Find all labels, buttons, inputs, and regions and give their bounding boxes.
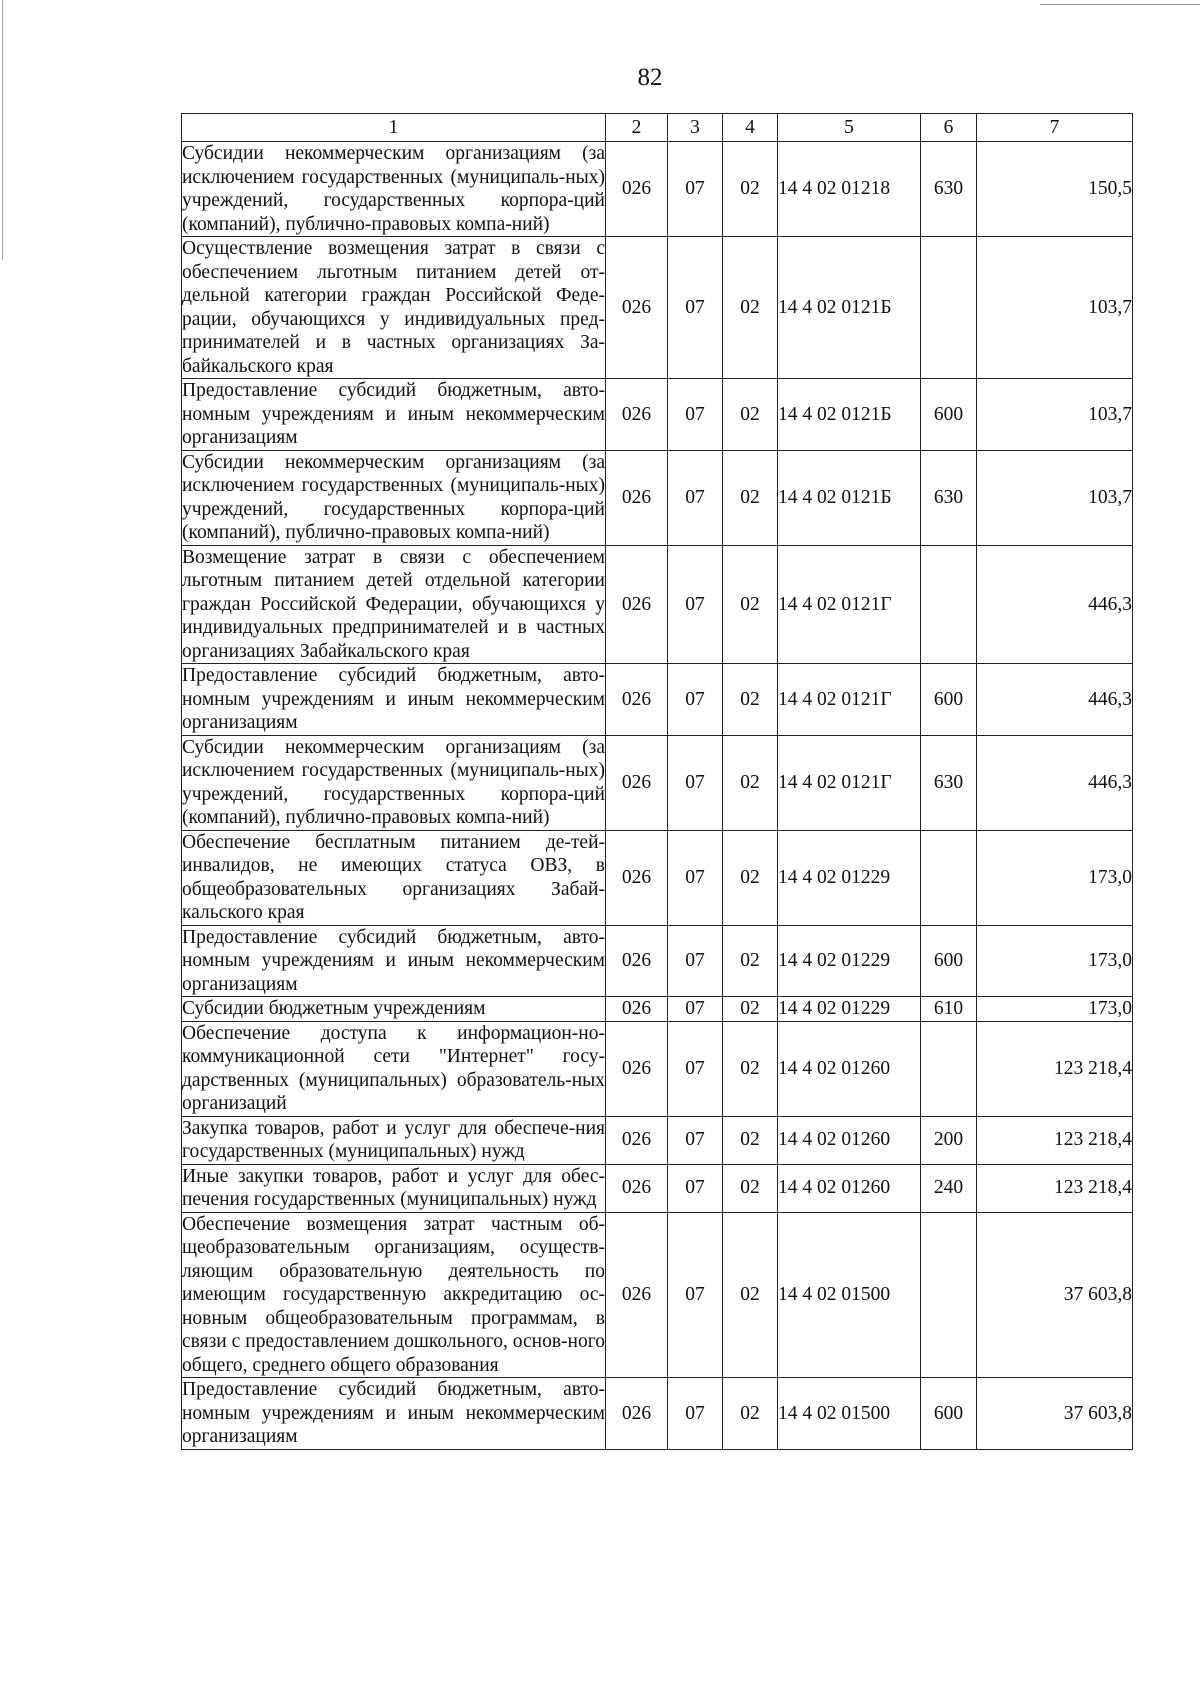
cell-target-article: 14 4 02 0121Б xyxy=(778,450,921,545)
cell-expense-type: 600 xyxy=(921,664,977,736)
cell-target-article: 14 4 02 01218 xyxy=(778,142,921,237)
row-description: Закупка товаров, работ и услуг для обеспече-ния государственных (муниципальных) нужд xyxy=(182,1117,605,1162)
cell-amount: 103,7 xyxy=(977,450,1133,545)
cell-section: 07 xyxy=(668,735,723,830)
row-description: Предоставление субсидий бюджетным, авто-номным учреждениям и иным некоммерческим организациям xyxy=(182,926,605,995)
row-description: Предоставление субсидий бюджетным, авто-номным учреждениям и иным некоммерческим организациям xyxy=(182,665,605,733)
cell-subsection: 02 xyxy=(723,545,778,664)
cell-admin-code: 026 xyxy=(606,450,668,545)
cell-subsection: 02 xyxy=(723,830,778,925)
cell-expense-type: 600 xyxy=(921,925,977,997)
cell-amount: 173,0 xyxy=(977,830,1133,925)
cell-subsection: 02 xyxy=(723,1164,778,1212)
cell-admin-code: 026 xyxy=(606,545,668,664)
row-description: Обеспечение возмещения затрат частным об-щеобразовательным организациям, осуществ-ляющим образовательную деятельность по имеющим государственную аккредитацию ос-новным общеобразовательным программам, в связи с предоставлением дошкольного, основ-ного общего, среднего общего образования xyxy=(182,1213,605,1376)
cell-amount: 446,3 xyxy=(977,545,1133,664)
row-description: Субсидии некоммерческим организациям (за исключением государственных (муниципаль-ных) учреждений, государственных корпора-ций (компаний), публично-правовых компа-ний) xyxy=(182,451,605,543)
cell-section: 07 xyxy=(668,1212,723,1378)
budget-table xyxy=(181,113,1133,1450)
row-description: Иные закупки товаров, работ и услуг для обес-печения государственных (муниципальных) нужд xyxy=(182,1165,605,1210)
cell-amount: 123 218,4 xyxy=(977,1164,1133,1212)
cell-expense-type: 600 xyxy=(921,379,977,451)
cell-amount: 37 603,8 xyxy=(977,1212,1133,1378)
cell-admin-code: 026 xyxy=(606,997,668,1022)
cell-subsection: 02 xyxy=(723,997,778,1022)
cell-target-article: 14 4 02 0121Б xyxy=(778,379,921,451)
cell-target-article: 14 4 02 01229 xyxy=(778,997,921,1022)
row-description: Субсидии бюджетным учреждениям xyxy=(182,997,606,1022)
cell-admin-code: 026 xyxy=(606,1021,668,1116)
cell-admin-code: 026 xyxy=(606,1164,668,1212)
column-header: 7 xyxy=(977,114,1133,142)
cell-subsection: 02 xyxy=(723,664,778,736)
cell-subsection: 02 xyxy=(723,142,778,237)
cell-subsection: 02 xyxy=(723,450,778,545)
cell-amount: 173,0 xyxy=(977,997,1133,1022)
cell-target-article: 14 4 02 0121Б xyxy=(778,237,921,379)
cell-expense-type: 630 xyxy=(921,142,977,237)
cell-target-article: 14 4 02 0121Г xyxy=(778,735,921,830)
column-header: 2 xyxy=(606,114,668,142)
cell-target-article: 14 4 02 01500 xyxy=(778,1212,921,1378)
cell-target-article: 14 4 02 01260 xyxy=(778,1021,921,1116)
cell-amount: 446,3 xyxy=(977,735,1133,830)
table-row xyxy=(182,1021,1133,1116)
cell-admin-code: 026 xyxy=(606,664,668,736)
scan-edge-line xyxy=(1040,4,1200,5)
table-row xyxy=(182,545,1133,664)
cell-expense-type xyxy=(921,237,977,379)
cell-subsection: 02 xyxy=(723,925,778,997)
cell-admin-code: 026 xyxy=(606,735,668,830)
cell-section: 07 xyxy=(668,1378,723,1450)
row-description: Предоставление субсидий бюджетным, авто-номным учреждениям и иным некоммерческим организациям xyxy=(182,1379,605,1447)
cell-section: 07 xyxy=(668,997,723,1022)
cell-expense-type: 630 xyxy=(921,735,977,830)
cell-expense-type: 610 xyxy=(921,997,977,1022)
cell-amount: 123 218,4 xyxy=(977,1021,1133,1116)
cell-target-article: 14 4 02 0121Г xyxy=(778,545,921,664)
table-row xyxy=(182,1378,1133,1450)
row-description: Обеспечение доступа к информацион-но-коммуникационной сети "Интернет" госу-дарственных (муниципальных) образователь-ных организаций xyxy=(182,1022,605,1114)
table-row xyxy=(182,925,1133,997)
table-row xyxy=(182,830,1133,925)
table-row xyxy=(182,1164,1133,1212)
cell-admin-code: 026 xyxy=(606,142,668,237)
column-header: 6 xyxy=(921,114,977,142)
table-row xyxy=(182,237,1133,379)
cell-admin-code: 026 xyxy=(606,830,668,925)
cell-admin-code: 026 xyxy=(606,1378,668,1450)
row-description: Обеспечение бесплатным питанием де-тей-инвалидов, не имеющих статуса ОВЗ, в общеобразовательных организациях Забай-кальского края xyxy=(182,831,605,923)
cell-subsection: 02 xyxy=(723,379,778,451)
cell-subsection: 02 xyxy=(723,1021,778,1116)
table-row xyxy=(182,735,1133,830)
column-header: 1 xyxy=(182,114,606,142)
cell-amount: 37 603,8 xyxy=(977,1378,1133,1450)
cell-section: 07 xyxy=(668,1021,723,1116)
row-description: Предоставление субсидий бюджетным, авто-номным учреждениям и иным некоммерческим организациям xyxy=(182,380,605,448)
cell-admin-code: 026 xyxy=(606,1212,668,1378)
cell-amount: 103,7 xyxy=(977,379,1133,451)
cell-section: 07 xyxy=(668,379,723,451)
cell-subsection: 02 xyxy=(723,237,778,379)
cell-subsection: 02 xyxy=(723,1116,778,1164)
row-description: Возмещение затрат в связи с обеспечением льготным питанием детей отдельной категории граждан Российской Федерации, обучающихся у индивидуальных предпринимателей и в частных организациях Забайкальского края xyxy=(182,546,605,662)
table-row xyxy=(182,450,1133,545)
cell-admin-code: 026 xyxy=(606,1116,668,1164)
table-row xyxy=(182,142,1133,237)
cell-section: 07 xyxy=(668,545,723,664)
table-body xyxy=(182,142,1133,1450)
cell-section: 07 xyxy=(668,237,723,379)
row-description: Субсидии некоммерческим организациям (за исключением государственных (муниципаль-ных) учреждений, государственных корпора-ций (компаний), публично-правовых компа-ний) xyxy=(182,736,605,828)
cell-amount: 150,5 xyxy=(977,142,1133,237)
cell-target-article: 14 4 02 01229 xyxy=(778,830,921,925)
cell-amount: 173,0 xyxy=(977,925,1133,997)
scan-edge-line xyxy=(2,0,3,260)
cell-expense-type: 600 xyxy=(921,1378,977,1450)
row-description: Субсидии некоммерческим организациям (за исключением государственных (муниципаль-ных) учреждений, государственных корпора-ций (компаний), публично-правовых компа-ний) xyxy=(182,143,605,235)
table-header-row xyxy=(182,114,1133,142)
table-row xyxy=(182,379,1133,451)
cell-amount: 103,7 xyxy=(977,237,1133,379)
table-row xyxy=(182,1212,1133,1378)
cell-expense-type xyxy=(921,830,977,925)
cell-target-article: 14 4 02 01229 xyxy=(778,925,921,997)
table-row xyxy=(182,1116,1133,1164)
cell-section: 07 xyxy=(668,1164,723,1212)
cell-section: 07 xyxy=(668,142,723,237)
cell-amount: 123 218,4 xyxy=(977,1116,1133,1164)
cell-section: 07 xyxy=(668,925,723,997)
cell-expense-type: 630 xyxy=(921,450,977,545)
column-header: 4 xyxy=(723,114,778,142)
cell-target-article: 14 4 02 01260 xyxy=(778,1164,921,1212)
cell-section: 07 xyxy=(668,450,723,545)
cell-expense-type: 200 xyxy=(921,1116,977,1164)
row-description: Осуществление возмещения затрат в связи с обеспечением льготным питанием детей от-дельной категории граждан Российской Феде-рации, обучающихся у индивидуальных пред-принимателей и в частных организациях За-байкальского края xyxy=(182,238,605,377)
cell-subsection: 02 xyxy=(723,735,778,830)
cell-target-article: 14 4 02 01500 xyxy=(778,1378,921,1450)
cell-section: 07 xyxy=(668,1116,723,1164)
cell-expense-type xyxy=(921,545,977,664)
column-header: 3 xyxy=(668,114,723,142)
table-row xyxy=(182,997,1133,1022)
cell-admin-code: 026 xyxy=(606,925,668,997)
cell-expense-type xyxy=(921,1021,977,1116)
cell-admin-code: 026 xyxy=(606,379,668,451)
cell-target-article: 14 4 02 01260 xyxy=(778,1116,921,1164)
page-number: 82 xyxy=(637,64,663,91)
table-row xyxy=(182,664,1133,736)
cell-expense-type xyxy=(921,1212,977,1378)
cell-amount: 446,3 xyxy=(977,664,1133,736)
cell-admin-code: 026 xyxy=(606,237,668,379)
cell-subsection: 02 xyxy=(723,1378,778,1450)
cell-section: 07 xyxy=(668,830,723,925)
cell-target-article: 14 4 02 0121Г xyxy=(778,664,921,736)
cell-subsection: 02 xyxy=(723,1212,778,1378)
cell-section: 07 xyxy=(668,664,723,736)
column-header: 5 xyxy=(778,114,921,142)
cell-expense-type: 240 xyxy=(921,1164,977,1212)
